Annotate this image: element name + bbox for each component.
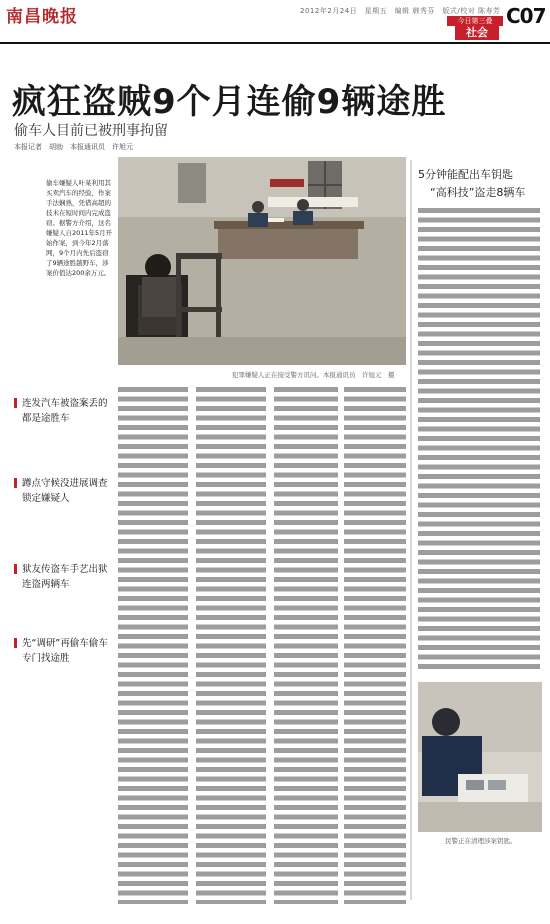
section-label: 社会 bbox=[455, 25, 499, 40]
newspaper-logo: 南昌晚报 bbox=[6, 7, 78, 27]
body-column-1 bbox=[118, 384, 188, 904]
page-number: C07 bbox=[506, 4, 546, 28]
right-story-body bbox=[418, 205, 540, 673]
subhead-4: 先“调研”再偷车偷车专门找途胜 bbox=[22, 636, 114, 666]
photo-drawing bbox=[118, 157, 406, 365]
subhead-1: 连发汽车被盗案丢的都是途胜车 bbox=[22, 396, 114, 426]
subhead-marker bbox=[14, 478, 17, 488]
body-column-2 bbox=[196, 384, 266, 904]
right-story-headline-2: “高科技”盗走8辆车 bbox=[430, 186, 526, 199]
evidence-photo-drawing bbox=[418, 682, 542, 832]
dateline: 2012年2月24日 星期五 编辑 韩秀芬 版式/校对 陈寿芳 bbox=[300, 7, 501, 15]
body-column-4 bbox=[344, 384, 406, 904]
subhead-marker bbox=[14, 398, 17, 408]
subhead-3: 狱友传盗车手艺出狱连盗两辆车 bbox=[22, 562, 114, 592]
evidence-photo-caption: 民警正在清理涉案钥匙。 bbox=[445, 837, 517, 845]
article-headline: 疯狂盗贼9个月连偷9辆途胜 bbox=[12, 82, 447, 122]
subhead-2: 蹲点守候没进展调查锁定嫌疑人 bbox=[22, 476, 114, 506]
article-subhead: 偷车人目前已被刑事拘留 bbox=[14, 123, 168, 139]
subhead-marker bbox=[14, 564, 17, 574]
column-divider bbox=[410, 160, 412, 900]
body-column-3 bbox=[274, 384, 338, 904]
subhead-marker bbox=[14, 638, 17, 648]
edition-tag: 今日第三叠 bbox=[447, 16, 503, 26]
photo-caption: 犯罪嫌疑人正在接受警方讯问。本报通讯员 许旭元 摄 bbox=[232, 371, 395, 379]
article-lead: 偷车嫌疑人叶某利用其买卖汽车的经验，作案手法娴熟，凭借高超的技术在短时间内完成盗窃。据警方介绍，这名嫌疑人自2011年5月开始作案，到今年2月落网，9个月内先后盗窃了9辆途胜越野车，涉案价值达200余万元。 bbox=[46, 179, 113, 277]
right-story-headline-1: 5分钟能配出车钥匙 bbox=[418, 168, 513, 181]
interrogation-photo bbox=[118, 157, 406, 365]
masthead bbox=[0, 0, 550, 44]
article-byline: 本报记者 胡勍 本报通讯员 许旭元 bbox=[14, 143, 133, 151]
evidence-photo bbox=[418, 682, 542, 832]
